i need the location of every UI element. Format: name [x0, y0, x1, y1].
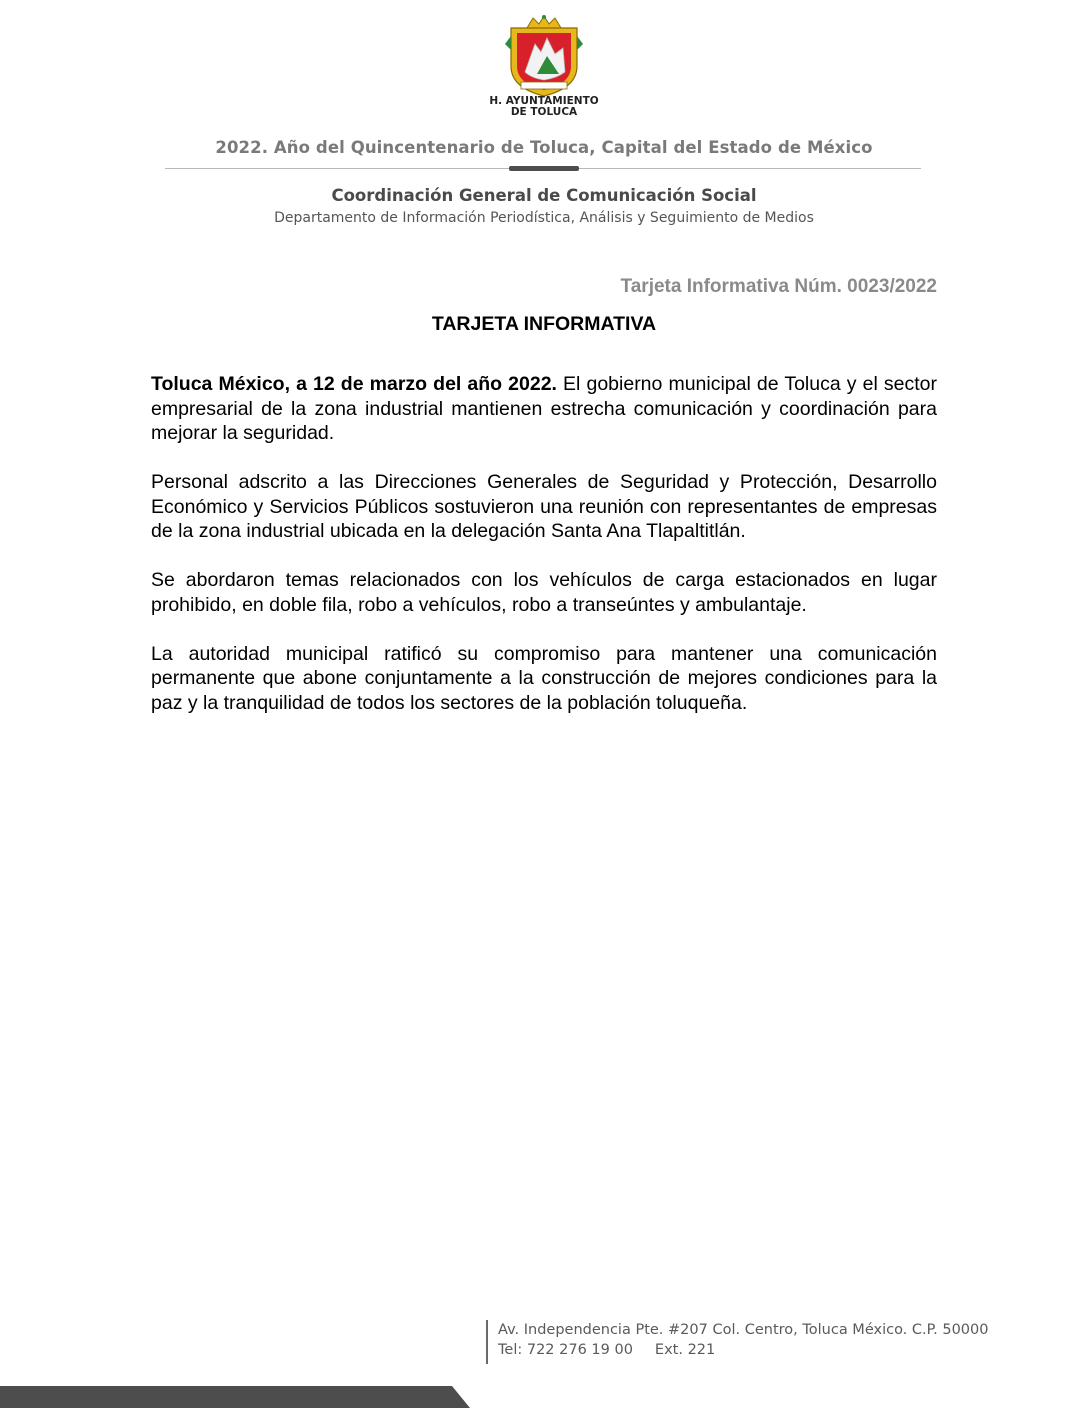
paragraph-2: Personal adscrito a las Direcciones Generales de Seguridad y Protección, Desarrollo Económico y Servicios Públicos sostuvieron una reunión con representantes de empresas de la zona industrial ubicada en la delegación Santa Ana Tlapaltitlán.	[151, 471, 937, 542]
footer-band	[0, 1386, 470, 1408]
footer-contact	[498, 1320, 988, 1360]
header-divider-accent	[509, 166, 579, 171]
coordination-name: Coordinación General de Comunicación Social	[331, 186, 757, 205]
paragraph-3: Se abordaron temas relacionados con los vehículos de carga estacionados en lugar prohibido, en doble fila, robo a vehículos, robo a transeúntes y ambulantaje.	[151, 569, 937, 616]
document-body	[151, 372, 937, 740]
year-motto: 2022. Año del Quincentenario de Toluca, Capital del Estado de México	[215, 138, 873, 157]
footer-extension: Ext. 221	[654, 1342, 716, 1358]
paragraph-1-text: El gobierno municipal de Toluca y el sector empresarial de la zona industrial mantienen estrecha comunicación y coordinación para mejorar la seguridad.	[151, 373, 937, 444]
card-number: Tarjeta Informativa Núm. 0023/2022	[620, 276, 937, 297]
coat-of-arms-icon	[505, 14, 583, 100]
paragraph-4: La autoridad municipal ratificó su compromiso para mantener una comunicación permanente que abone conjuntamente a la construcción de mejores condiciones para la paz y la tranquilidad de todos los sectores de la población toluqueña.	[151, 642, 937, 714]
department-name: Departamento de Información Periodística, Análisis y Seguimiento de Medios	[274, 210, 814, 226]
footer-divider	[486, 1320, 488, 1364]
dateline: Toluca México, a 12 de marzo del año 2022.	[151, 373, 557, 395]
organization-name-line-2: DE TOLUCA	[510, 106, 578, 118]
footer-phone: Tel: 722 276 19 00	[498, 1342, 633, 1358]
organization-name	[470, 96, 618, 118]
document-title: TARJETA INFORMATIVA	[431, 313, 657, 335]
organization-name-line-1: H. AYUNTAMIENTO	[489, 95, 599, 107]
footer-phone-line	[498, 1340, 988, 1360]
footer-address: Av. Independencia Pte. #207 Col. Centro, Toluca México. C.P. 50000	[498, 1322, 989, 1338]
paragraph-1	[151, 372, 937, 446]
